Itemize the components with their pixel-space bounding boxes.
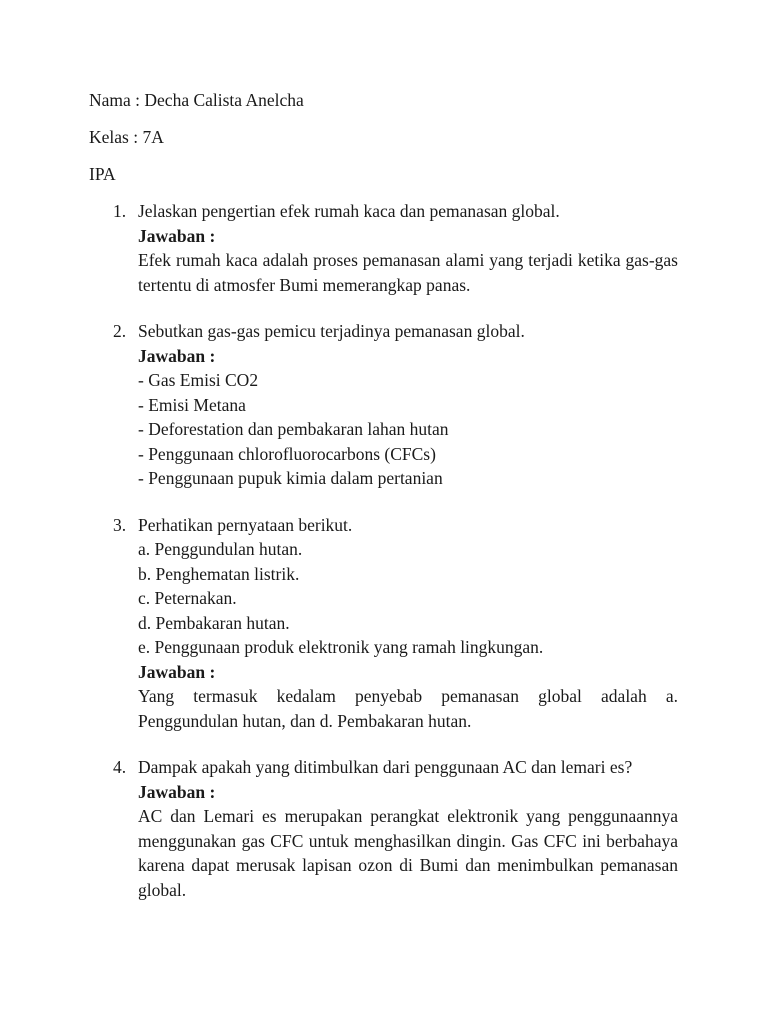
question-text: Jelaskan pengertian efek rumah kaca dan pemanasan global. (138, 201, 560, 221)
question-body (138, 755, 678, 902)
question-4 (89, 755, 678, 902)
question-body (138, 513, 678, 734)
document-content (89, 88, 678, 902)
answer-label: Jawaban : (138, 661, 216, 682)
question-body (138, 319, 678, 491)
subject-line: IPA (89, 164, 116, 184)
question-body (138, 199, 678, 297)
question-number: 1. (113, 201, 127, 221)
option-line: e. Penggunaan produk elektronik yang ramah lingkungan. (138, 637, 544, 657)
option-line: c. Peternakan. (138, 588, 237, 608)
question-text: Dampak apakah yang ditimbulkan dari penggunaan AC dan lemari es? (138, 757, 633, 777)
answer-line: - Penggunaan pupuk kimia dalam pertanian (138, 468, 443, 488)
question-text: Sebutkan gas-gas pemicu terjadinya pemanasan global. (138, 321, 525, 341)
option-line: a. Penggundulan hutan. (138, 539, 303, 559)
question-2 (89, 319, 678, 491)
answer-label: Jawaban : (138, 781, 216, 802)
answer-line: Penggundulan hutan, dan d. Pembakaran hutan. (138, 710, 472, 731)
answer-line: Efek rumah kaca adalah proses pemanasan alami yang terjadi ketika gas-gas (138, 250, 678, 270)
answer-line: - Emisi Metana (138, 394, 246, 415)
question-1 (89, 199, 678, 297)
answer-label: Jawaban : (138, 225, 216, 246)
answer-line: - Deforestation dan pembakaran lahan hutan (138, 419, 449, 439)
question-number: 2. (113, 321, 127, 341)
answer-line: - Penggunaan chlorofluorocarbons (CFCs) (138, 443, 436, 464)
question-3 (89, 513, 678, 734)
answer-line: - Gas Emisi CO2 (138, 370, 259, 390)
student-name-line: Nama : Decha Calista Anelcha (89, 90, 304, 110)
answer-line: menggunakan gas CFC untuk menghasilkan dingin. Gas CFC ini berbahaya (138, 830, 678, 851)
answer-line: tertentu di atmosfer Bumi memerangkap panas. (138, 274, 471, 295)
question-text: Perhatikan pernyataan berikut. (138, 514, 353, 535)
question-number: 4. (113, 757, 127, 777)
option-line: d. Pembakaran hutan. (138, 612, 290, 633)
student-class-line: Kelas : 7A (89, 127, 164, 147)
answer-line: global. (138, 879, 187, 900)
option-line: b. Penghematan listrik. (138, 563, 300, 584)
answer-line: Yang termasuk kedalam penyebab pemanasan global adalah a. (138, 686, 678, 706)
answer-line: karena dapat merusak lapisan ozon di Bumi dan menimbulkan pemanasan (138, 855, 678, 875)
question-number: 3. (113, 514, 127, 535)
answer-line: AC dan Lemari es merupakan perangkat elektronik yang penggunaannya (138, 806, 678, 826)
answer-label: Jawaban : (138, 345, 216, 366)
